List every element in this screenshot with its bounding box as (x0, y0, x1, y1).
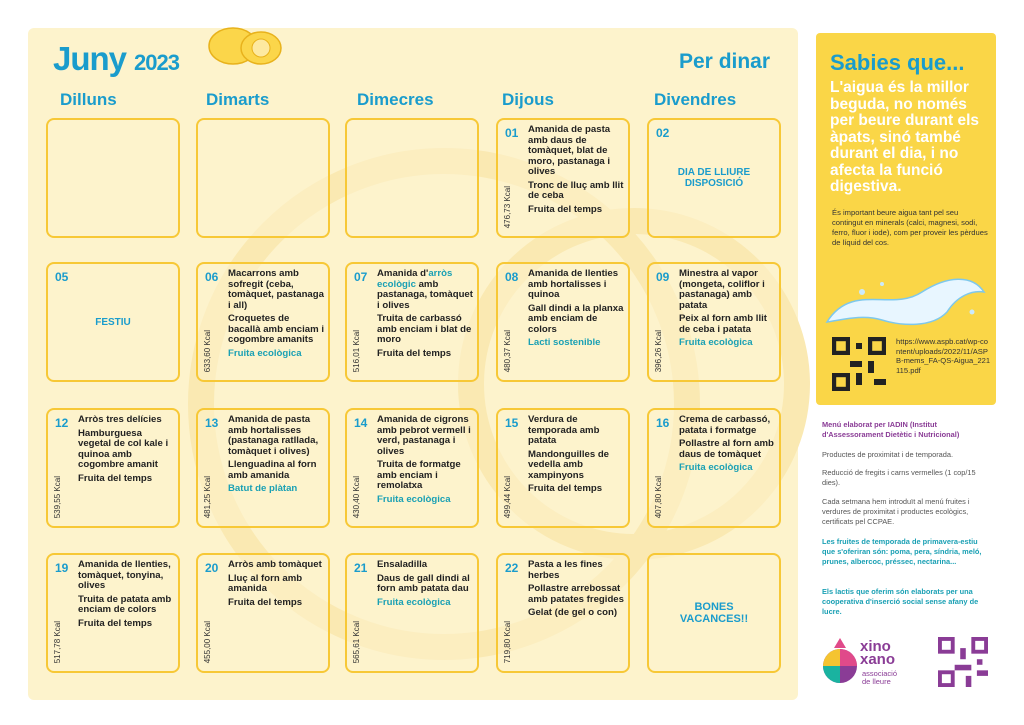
first-course: Macarrons amb sofregit (ceba, tomàquet, pastanaga i all) (228, 268, 324, 311)
free-day-label: DIA DE LLIURE DISPOSICIÓ (677, 167, 751, 189)
xino-xano-logo-icon (820, 638, 860, 686)
water-fact: L'aigua és la millor beguda, no només per beure durant els àpats, sinó també durant el dia, i no afecta la funció digestiva. (830, 79, 980, 195)
water-detail: És important beure aigua tant pel seu contingut en minerals (calci, magnesi, sodi, ferro, fluor i iode), com per proveir les pèrdues de líquid del cos. (832, 208, 988, 247)
calories: 407,80 Kcal (654, 475, 663, 518)
first-course: Amanida de cigrons amb pebrot vermell i verd, pastanaga i olives (377, 414, 471, 457)
dessert: Gelat (de gel o con) (528, 607, 618, 618)
day-number: 13 (205, 416, 219, 430)
day-cell-15 (496, 408, 630, 528)
cooperative-note: Els lactis que oferim són elaborats per una cooperativa d'inserció social sense afany de lucre. (822, 587, 979, 616)
dessert: Fruita ecològica (679, 337, 753, 348)
first-course: Pasta a les fines herbes (528, 559, 603, 581)
first-course: Ensaladilla (377, 559, 428, 570)
day-number: 12 (55, 416, 69, 430)
second-course: Hamburguesa vegetal de col kale i quinoa amb cogombre amanit (78, 427, 169, 470)
dessert: Fruita del temps (377, 347, 452, 359)
calories: 455,00 Kcal (203, 620, 212, 663)
day-number: 01 (505, 126, 519, 140)
info-reduction: Reducció de fregits i carns vermelles (1 cop/15 dies). (822, 468, 976, 487)
calories: 539,55 Kcal (53, 475, 62, 518)
dessert: Fruita ecològica (679, 462, 753, 473)
dessert: Batut de plàtan (228, 483, 298, 494)
dessert: Fruita del temps (528, 203, 603, 215)
dessert: Lacti sostenible (528, 337, 601, 348)
second-course: Gall dindi a la planxa amb enciam de colors (528, 302, 624, 335)
calories: 719,80 Kcal (503, 620, 512, 663)
lemon-icon (205, 22, 285, 68)
day-cell-02 (647, 118, 781, 238)
day-cell-14 (345, 408, 479, 528)
day-cell-empty (345, 118, 479, 238)
first-course: Minestra al vapor (mongeta, coliflor i pastanaga) amb patata (679, 268, 765, 311)
meal-label: Per dinar (679, 50, 771, 73)
weekday-thursday: Dijous (502, 90, 554, 109)
calories: 565,61 Kcal (352, 620, 361, 663)
day-number: 06 (205, 270, 219, 284)
day-number: 14 (354, 416, 368, 430)
second-course: Peix al forn amb llit de ceba i patata (679, 313, 767, 335)
day-number: 20 (205, 561, 219, 575)
logo-text: xino xano (860, 638, 896, 668)
seasonal-fruits: Les fruites de temporada de primavera-estiu que s'oferiran són: poma, pera, síndria, meló, prunes, albercoc, préssec, nectarina... (822, 537, 982, 566)
weekday-friday: Divendres (654, 90, 737, 109)
day-cell-16 (647, 408, 781, 528)
info-organic: Cada setmana hem introduït al menú fruites i verdures de proximitat i productes ecològics, certificats pel CCPAE. (822, 497, 970, 526)
info-proximity: Productes de proximitat i de temporada. (822, 450, 954, 459)
weekday-monday: Dilluns (60, 90, 117, 109)
day-cell-07 (345, 262, 479, 382)
water-splash-icon (822, 262, 990, 332)
second-course: Tronc de lluç amb llit de ceba (528, 179, 624, 201)
first-course: Amanida de llenties amb hortalisses i quinoa (528, 268, 619, 300)
first-course: Crema de carbassó, patata i formatge (679, 414, 771, 436)
day-number: 22 (505, 561, 519, 575)
day-number: 21 (354, 561, 368, 575)
first-course: Amanida de llenties, tomàquet, tonyina, olives (78, 559, 171, 591)
day-cell-22 (496, 553, 630, 673)
calories: 516,01 Kcal (352, 329, 361, 372)
second-course: Truita de patata amb enciam de colors (78, 593, 172, 615)
first-course: Amanida d'arròs ecològic amb pastanaga, tomàquet i olives (377, 268, 473, 311)
weekday-wednesday: Dimecres (357, 90, 434, 109)
day-cell-empty (46, 118, 180, 238)
day-cell-13 (196, 408, 330, 528)
calories: 633,60 Kcal (203, 329, 212, 372)
qr-url[interactable]: https://www.aspb.cat/wp-content/uploads/2022/11/ASPB-mems_FA-QS-Aigua_221115.pdf (896, 337, 991, 375)
holiday-label: FESTIU (95, 316, 131, 328)
day-cell-21 (345, 553, 479, 673)
day-number: 09 (656, 270, 670, 284)
day-cell-empty (196, 118, 330, 238)
first-course: Amanida de pasta amb daus de tomàquet, blat de moro, pastanaga i olives (528, 124, 611, 177)
day-cell-06 (196, 262, 330, 382)
day-number: 16 (656, 416, 670, 430)
page-title: Juny 2023 (53, 40, 179, 77)
calories: 480,37 Kcal (503, 329, 512, 372)
dessert: Fruita del temps (528, 483, 603, 494)
second-course: Mandonguilles de vedella amb xampinyons (528, 448, 610, 481)
day-number: 07 (354, 270, 368, 284)
day-number: 19 (55, 561, 69, 575)
second-course: Llenguadina al forn amb amanida (228, 459, 317, 481)
first-course: Arròs amb tomàquet (228, 559, 322, 570)
day-cell-05 (46, 262, 180, 382)
dessert: Fruita ecològica (377, 493, 451, 505)
day-cell-20 (196, 553, 330, 673)
first-course: Arròs tres delícies (78, 414, 162, 425)
logo-subtitle: associació de lleure (862, 669, 898, 686)
calories: 517,78 Kcal (53, 620, 62, 663)
day-cell-12 (46, 408, 180, 528)
calories: 396,26 Kcal (654, 329, 663, 372)
day-number: 15 (505, 416, 519, 430)
dessert: Fruita ecològica (228, 347, 302, 359)
day-cell-vacation (647, 553, 781, 673)
second-course: Croquetes de bacallà amb enciam i cogombre amanits (228, 313, 324, 345)
second-course: Lluç al forn amb amanida (228, 572, 303, 594)
day-number: 05 (55, 270, 69, 284)
day-number: 08 (505, 270, 519, 284)
calories: 476,73 Kcal (503, 185, 512, 228)
did-you-know-title: Sabies que... (830, 50, 965, 75)
qr-code-icon[interactable] (938, 637, 988, 687)
day-cell-01 (496, 118, 630, 238)
calories: 481,25 Kcal (203, 475, 212, 518)
second-course: Pollastre al forn amb daus de tomàquet (679, 438, 774, 460)
dessert: Fruita del temps (78, 472, 153, 484)
weekday-tuesday: Dimarts (206, 90, 270, 109)
calories: 499,44 Kcal (503, 475, 512, 518)
qr-code-icon[interactable] (832, 337, 886, 391)
day-cell-09 (647, 262, 781, 382)
day-cell-19 (46, 553, 180, 673)
second-course: Truita de carbassó amb enciam i blat de moro (377, 313, 472, 345)
second-course: Daus de gall dindi al forn amb patata dau (377, 572, 470, 594)
second-course: Truita de formatge amb enciam i remolatxa (377, 459, 461, 491)
second-course: Pollastre arrebossat amb patates fregides (528, 583, 624, 605)
dessert: Fruita del temps (78, 617, 153, 629)
day-number: 02 (656, 126, 670, 140)
calories: 430,40 Kcal (352, 475, 361, 518)
dessert: Fruita del temps (228, 596, 303, 608)
menu-author: Menú elaborat per IADIN (Institut d'Assessorament Dietètic i Nutricional) (822, 420, 960, 439)
first-course: Amanida de pasta amb hortalisses (pastanaga ratllada, tomàquet i olives) (228, 414, 319, 457)
day-cell-08 (496, 262, 630, 382)
first-course: Verdura de temporada amb patata (528, 414, 600, 446)
vacation-label: BONES VACANCES!! (679, 601, 749, 625)
dessert: Fruita ecològica (377, 596, 451, 608)
